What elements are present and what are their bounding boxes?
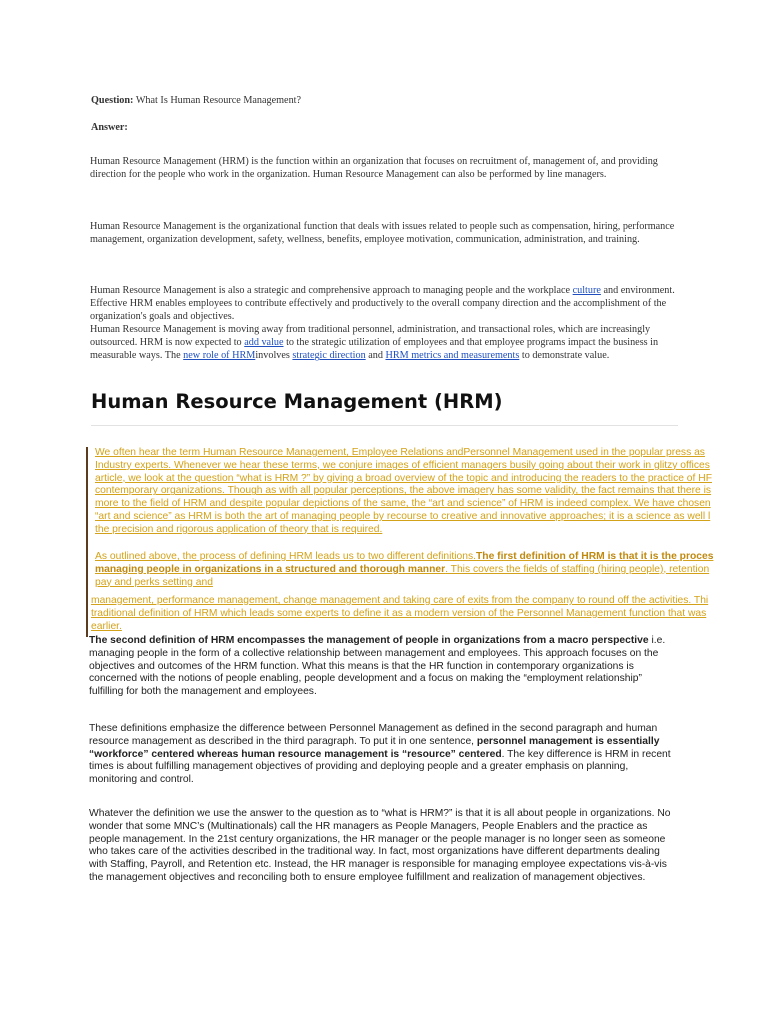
p4-text-c: involves — [255, 350, 293, 362]
heading-divider — [91, 425, 678, 426]
question-text: What Is Human Resource Management? — [133, 95, 302, 106]
second-definition-paragraph — [89, 635, 679, 699]
quote-line-7[interactable]: the precision and rigorous application of theory that is required. — [95, 523, 383, 535]
answer-paragraph-1: Human Resource Management (HRM) is the function within an organization that focuses on recruitment of, management of, and providing direction for the people who work in the organization. Human Resource Management can also be performed by line managers. — [90, 156, 658, 181]
quote-line-5[interactable]: more to the field of HRM and despite popular depictions of the same, the “art and science” of HRM is indeed complex. We have chosen — [95, 498, 711, 510]
quote-line-4[interactable]: contemporary organizations. Though as with all popular perceptions, the above imagery has some validity, the fact remains that there is — [95, 485, 712, 497]
answer-paragraph-3 — [90, 284, 678, 324]
answer-label: Answer: — [91, 122, 128, 133]
strategic-direction-link[interactable]: strategic direction — [292, 350, 366, 362]
p4-text-e: to demonstrate value. — [519, 350, 610, 362]
p4-text-d: and — [365, 350, 386, 362]
question-label: Question: — [91, 95, 134, 106]
quote-line-11[interactable]: management, performance management, change management and taking care of exits from the company to round off the activities. Thi — [91, 595, 709, 606]
p4-text-b: to the strategic utilization of employees and that employee programs impact the business in measurable ways. The — [90, 337, 659, 362]
first-definition-bold-cont: managing people in organizations in a structured and thorough manner — [95, 563, 446, 575]
quote-line-8-text: As outlined above, the process of defining HRM leads us to two different definitions. — [95, 551, 477, 562]
p3-text-b: and environment. Effective HRM enables employees to contribute effectively and productively to the overall company direction and the accomplishment of the organization's goals and objectives. — [90, 285, 675, 323]
emphasis-text-b: . The key difference is HRM in recent times is about fulfilling management objectives of providing and deploying people and a greater emphasis on planning, monitoring and control. — [89, 748, 671, 786]
emphasis-bold: personnel management is essentially “workforce” centered whereas human resource management is “resource” centered — [89, 735, 660, 760]
p3-text-a: Human Resource Management is also a strategic and comprehensive approach to managing people and the workplace — [90, 285, 573, 296]
new-role-of-hrm-link[interactable]: new role of HRM — [183, 350, 256, 362]
first-definition-bold: The first definition of HRM is that it is the proces — [476, 551, 714, 562]
culture-link[interactable]: culture — [572, 285, 601, 296]
article-heading: Human Resource Management (HRM) — [91, 390, 503, 413]
quote-line-12[interactable]: traditional definition of HRM which leads some experts to define it as a modern version of the Personnel Management function that was — [91, 607, 707, 619]
question-line — [91, 94, 301, 107]
quote-line-6[interactable]: “art and science” as HRM is both the art of managing people by recourse to creative and innovative approaches; it is a science as well l — [95, 511, 711, 522]
second-definition-text: i.e. managing people in the form of a collective relationship between management and employees. This approach focuses on the objectives and outcomes of the HRM function. What this means is that the HR function in contemporary organizations is concerned with the notions of people enabling, people development and a focus on making the “employment relationship” fulfilling for both the management and employees. — [89, 635, 666, 698]
second-definition-bold: The second definition of HRM encompasses the management of people in organizations from a macro perspective — [89, 635, 649, 646]
quoted-block — [86, 447, 768, 637]
answer-paragraph-2: Human Resource Management is the organizational function that deals with issues related to people such as compensation, hiring, performance management, organization development, safety, wellness, benefits, employee motivation, communication, administration, and training. — [90, 221, 675, 246]
quote-line-9-text: . This covers the fields of staffing (hiring people), retention — [445, 563, 710, 575]
add-value-link[interactable]: add value — [244, 337, 284, 349]
quote-line-1[interactable]: We often hear the term Human Resource Management, Employee Relations andPersonnel Management used in the popular press as — [95, 447, 705, 458]
quote-line-9[interactable] — [95, 564, 709, 577]
quote-line-3[interactable]: article, we look at the question “what is HRM ?” by giving a broad overview of the topic and introducing the readers to the practice of HF — [95, 472, 712, 484]
answer-line — [91, 121, 128, 134]
p4-text-a: Human Resource Management is moving away from traditional personnel, administration, and transactional roles, which are increasingly outsourced. HRM is now expected to — [90, 324, 651, 349]
hrm-metrics-link[interactable]: HRM metrics and measurements — [385, 350, 520, 362]
quote-line-13[interactable]: earlier. — [91, 620, 122, 632]
quote-line-10[interactable]: pay and perks setting and — [95, 576, 213, 588]
conclusion-paragraph: Whatever the definition we use the answer to the question as to “what is HRM?” is that it is all about people in organizations. No wonder that some MNC’s (Multinationals) call the HR managers as People Managers, People Enablers and the practice as people management. In the 21st century organizations, the HR manager or the people manager is no longer seen as someone who takes care of the activities described in the traditional way. In fact, most organizations have different departments dealing with Staffing, Payroll, and Retention etc. Instead, the HR manager is responsible for managing employee expectations vis-à-vis the management objectives and reconciling both to ensure employee fulfillment and realization of management objectives. — [89, 808, 671, 883]
quote-line-8[interactable] — [95, 551, 713, 564]
answer-paragraph-4 — [90, 323, 678, 363]
quote-line-2[interactable]: Industry experts. Whenever we hear these terms, we conjure images of efficient managers busily going about their work in glitzy offices — [95, 459, 710, 471]
definitions-emphasis-paragraph — [89, 723, 679, 787]
emphasis-text-a: These definitions emphasize the difference between Personnel Management as defined in the second paragraph and human resource management as described in the third paragraph. To put it in one sentence, — [89, 723, 658, 747]
